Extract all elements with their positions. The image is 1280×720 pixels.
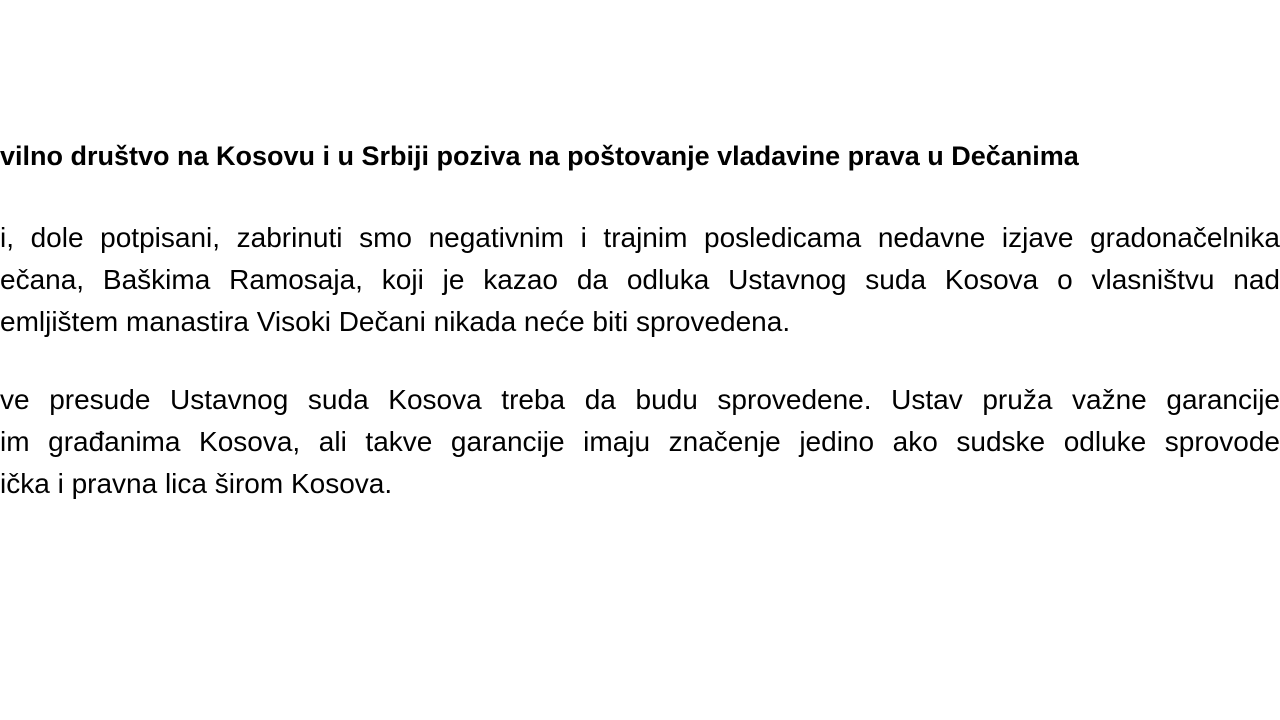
document-heading: vilno društvo na Kosovu i u Srbiji poziva na poštovanje vladavine prava u Dečanima [0, 141, 1079, 171]
paragraph-1-line-3: emljištem manastira Visoki Dečani nikada neće biti sprovedena. [0, 306, 791, 337]
paragraph-1-line-1: i, dole potpisani, zabrinuti smo negativnim i trajnim posledicama nedavne izjave gradonačelnika [0, 222, 1280, 253]
paragraph-2-line-2: im građanima Kosova, ali takve garancije imaju značenje jedino ako sudske odluke sprovode [0, 426, 1280, 457]
paragraph-2-line-3: ička i pravna lica širom Kosova. [0, 468, 393, 499]
paragraph-1-line-2: ečana, Baškima Ramosaja, koji je kazao da odluka Ustavnog suda Kosova o vlasništvu nad [0, 264, 1280, 295]
paragraph-2-line-1: ve presude Ustavnog suda Kosova treba da budu sprovedene. Ustav pruža važne garancije [0, 384, 1280, 415]
